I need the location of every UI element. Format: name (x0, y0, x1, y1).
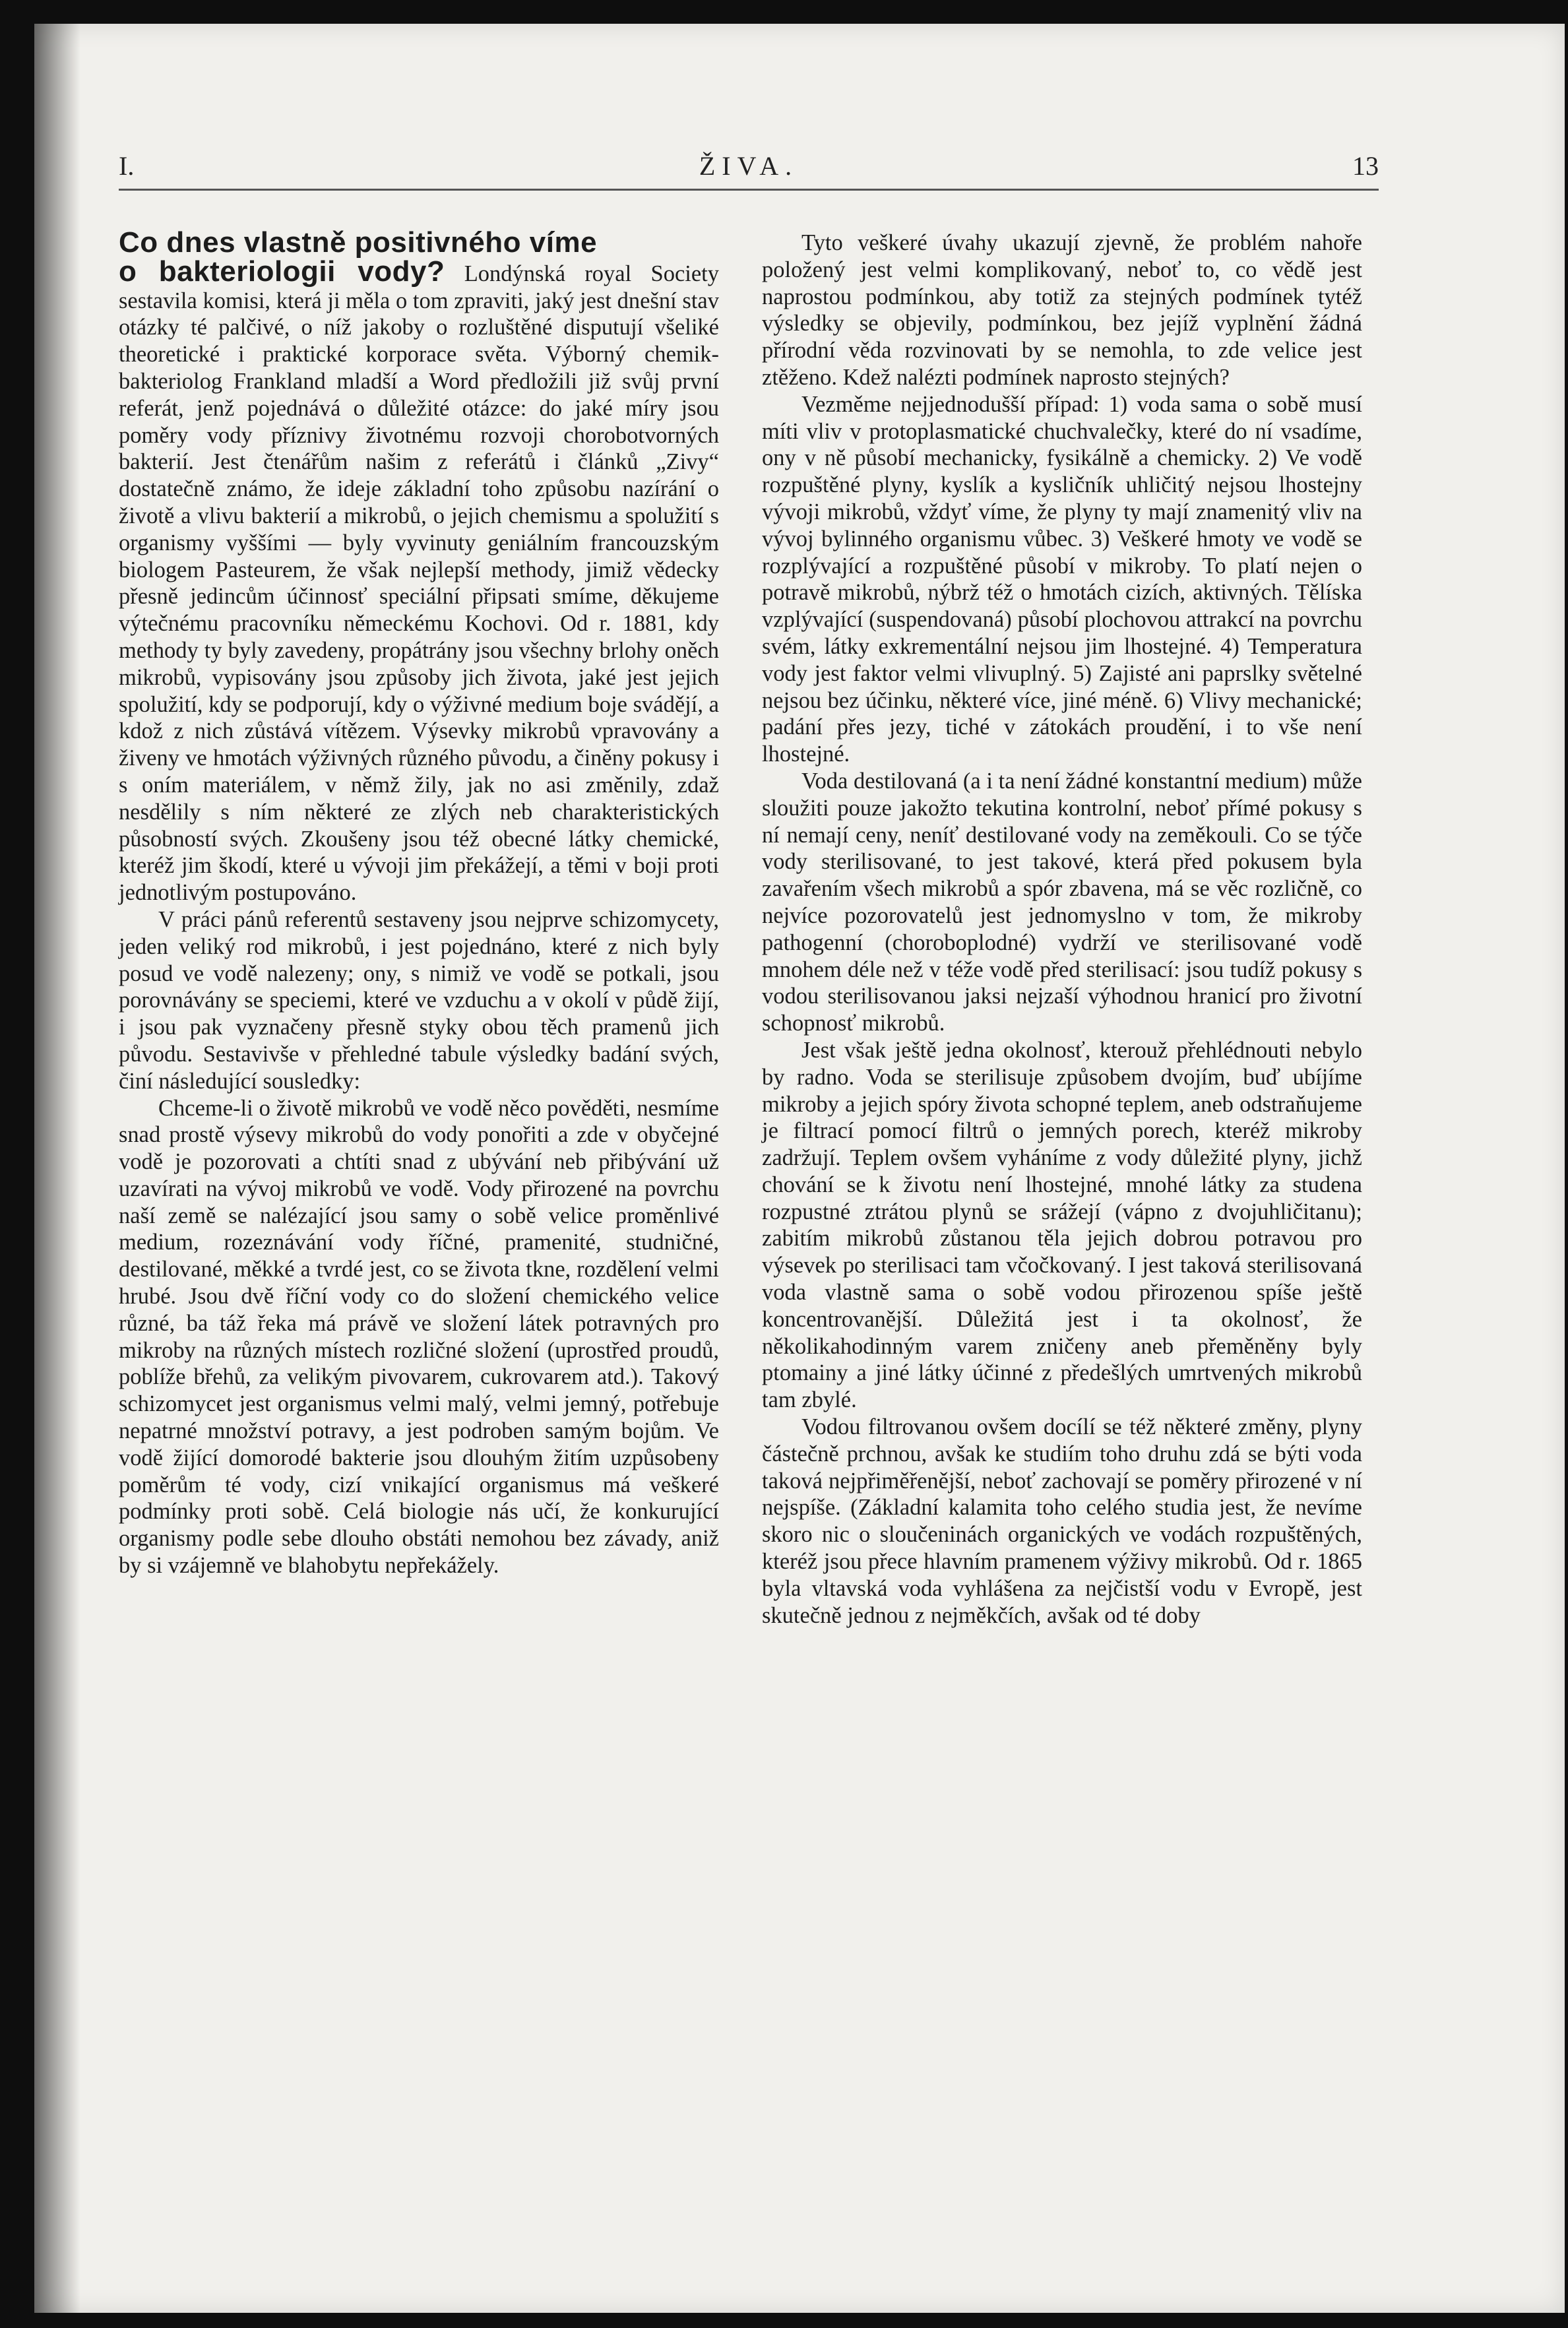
spine-shadow (34, 24, 80, 2313)
right-column (762, 230, 1362, 1629)
paragraph: Vodou filtrovanou ovšem docílí se též některé změny, plyny částečně prchnou, avšak ke studiím toho druhu zdá se býti voda taková nejpřiměřenější, neboť zachovají se poměry přirozené v ní nejspíše. (Základní kalamita toho celého studia jest, že nevíme skoro nic o sloučeninách organických ve vodách rozpuštěných, kteréž jsou přece hlavním pramenem výživy mikrobů. Od r. 1865 byla vltavská voda vyhlášena za nejčistší vodu v Evropě, jest skutečně jednou z nejměkčích, avšak od té doby (762, 1414, 1362, 1628)
paragraph: V práci pánů referentů sestaveny jsou nejprve schizomycety, jeden veliký rod mikrobů, i jest pojednáno, které z nich byly posud ve vodě nalezeny; ony, s nimiž ve vodě se potkali, jsou porovnávány se speciemi, které ve vzduchu a v okolí v půdě žijí, i jsou pak vyznačeny přesně styky obou těch pramenů jich původu. Sestavivše v přehledné tabule výsledky badání svých, činí následující sousledky: (119, 906, 719, 1094)
journal-title: ŽIVA. (699, 151, 799, 181)
article-heading-line2: o bakteriologii vody? (119, 255, 445, 288)
article-lead-paragraph (119, 226, 719, 906)
paragraph: Jest však ještě jedna okolnosť, kterouž přehlédnouti nebylo by radno. Voda se sterilisuje způsobem dvojím, buď ubíjíme mikroby a jejich spóry života schopné teplem, aneb odstraňujeme je filtrací pomocí filtrů o jemných porech, kteréž mikroby zadržují. Teplem ovšem vyháníme z vody důležité plyny, jichž chování se k životu není lhostejné, mnohé látky za studena rozpustné ztrátou plynů se srážejí (vápno z dvojuhličitanu); zabitím mikrobů zůstanou těla jejich dobrou potravou pro výsevek po sterilisaci tam včočkovaný. I jest taková sterilisovaná voda vlastně sama o sobě vodou přirozenou spíše ještě koncentrovanější. Důležitá jest i ta okolnosť, že několikahodinným varem zničeny aneb přeměněny byly ptomainy a jiné látky účinné z předešlých umrtvených mikrobů tam zbylé. (762, 1037, 1362, 1413)
paragraph: Tyto veškeré úvahy ukazují zjevně, že problém nahoře položený jest velmi komplikovaný, neboť to, co vědě jest naprostou podmínkou, aby totiž za stejných podmínek tytéž výsledky se objevily, podmínkou, bez jejíž vyplnění žádná přírodní věda rozvinovati by se nemohla, to zde velice jest ztěženo. Kdež nalézti podmínek naprosto stejných? (762, 230, 1362, 390)
paragraph: Vezměme nejjednodušší případ: 1) voda sama o sobě musí míti vliv v protoplasmatické chuchvalečky, které do ní vsadíme, ony v ně působí mechanicky, fysikálně a chemicky. 2) Ve vodě rozpuštěné plyny, kyslík a kysličník uhličitý nejsou lhostejny vývoji mikrobů, vždyť víme, že plyny ty mají znamenitý vliv na vývoj bylinného organismu vůbec. 3) Veškeré hmoty ve vodě se rozplývající a rozpuštěné působí v mikroby. To platí nejen o potravě mikrobů, nýbrž též o hmotách cizích, aktivných. Tělíska vzplývající (suspendovaná) působí plochovou attrakcí na povrchu svém, látky exkrementální nejsou jim lhostejné. 4) Temperatura vody jest faktor velmi vlivuplný. 5) Zajisté ani paprslky světelné nejsou bez účinku, některé více, jiné méně. 6) Vlivy mechanické; padání přes jezy, tiché v zátokách proudění, i to vše není lhostejné. (762, 391, 1362, 767)
section-number: I. (119, 151, 135, 181)
left-column (119, 226, 719, 1579)
header-rule (119, 189, 1379, 191)
paragraph: Voda destilovaná (a i ta není žádné konstantní medium) může sloužiti pouze jakožto tekutina kontrolní, neboť přímé pokusy s ní nemají ceny, neníť destilované vody na zeměkouli. Co se týče vody sterilisované, to jest takové, která před pokusem byla zavařením všech mikrobů a spór zbavena, má se věc rozličně, co nejvíce pozorovatelů jest jednomyslno v tom, že mikroby pathogenní (choroboplodné) vydrží ve sterilisované vodě mnohem déle než v téže vodě před sterilisací: jsou tudíž pokusy s vodou sterilisovanou jaksi nejzaší výhodnou hranicí pro životní schopnosť mikrobů. (762, 768, 1362, 1036)
paragraph: Chceme-li o životě mikrobů ve vodě něco pověděti, nesmíme snad prostě výsevy mikrobů do vody ponořiti a zde v obyčejné vodě je pozorovati a chtíti snad z ubývání neb přibývání už uzavírati na vývoj mikrobů ve vodě. Vody přirozené na povrchu naší země se nalézající jsou samy o sobě velice proměnlivé medium, rozeznávání vody říčné, pramenité, studničné, destilované, měkké a tvrdé jest, co se života tkne, rozdělení velmi hrubé. Jsou dvě říční vody co do složení chemického velice různé, ba táž řeka má právě ve složení látek potravných pro mikroby na různých místech rozličné složení (uprostřed proudů, poblíže břehů, za velikým pivovarem, cukrovarem atd.). Takový schizomycet jest organismus velmi malý, velmi jemný, potřebuje nepatrné množství potravy, a jest podroben samým bojům. Ve vodě žijící domorodé bakterie jsou dlouhým žitím uzpůsobeny poměrům té vody, cizí vnikající organismus má veškeré podmínky proti sobě. Celá biologie nás učí, že konkurující organismy podle sebe dlouho obstáti nemohou bez závady, aniž by si vzájemně ve blahobytu nepřekážely. (119, 1095, 719, 1579)
page-number: 13 (1352, 151, 1379, 181)
article-heading-line1: Co dnes vlastně positivného víme (119, 226, 598, 259)
paragraph: Londýnská royal Society sestavila komisi, která ji měla o tom zpraviti, jaký jest dnešní stav otázky té palčivé, o níž jakoby o rozluštěné disputují všeliké theoretické i praktické korporace světa. Výborný chemik-bakteriolog Frankland mladší a Word předložili již svůj první referát, jenž pojednává o důležité otázce: do jaké míry jsou poměry vody příznivy životnému rozvoji chorobotvorných bakterií. Jest čtenářům našim z referátů i článků „Zivy“ dostatečně známo, že ideje základní toho způsobu nazírání o životě a vlivu bakterií a mikrobů, o jejich chemismu a spolužití s organismy vyššími — byly vyvinuty geniálním francouzským biologem Pasteurem, že však nejlepší methody, jimiž vědecky přesně jedincům účinnosť speciální připsati smíme, děkujeme výtečnému pracovníku německému Kochovi. Od r. 1881, kdy methody ty byly zavedeny, propátrány jsou všechny brlohy oněch mikrobů, vypisovány jsou způsoby jich života, jaké jest jejich spolužití, kdy se podporují, kdy o výživné medium boje svádějí, a kdož z nich zůstává vítězem. Výsevky mikrobů vpravovány a živeny ve hmotách výživných různého původu, a činěny pokusy i s oním materiálem, v němž žily, jak no asi změnily, zdaž nesdělily s ním některé ze zlých neb charakteristických působností svých. Zkoušeny jsou též obecné látky chemické, kteréž jim škodí, které u vývoji jim překážejí, a těmi v boji proti jednotlivým postupováno. (119, 261, 719, 906)
